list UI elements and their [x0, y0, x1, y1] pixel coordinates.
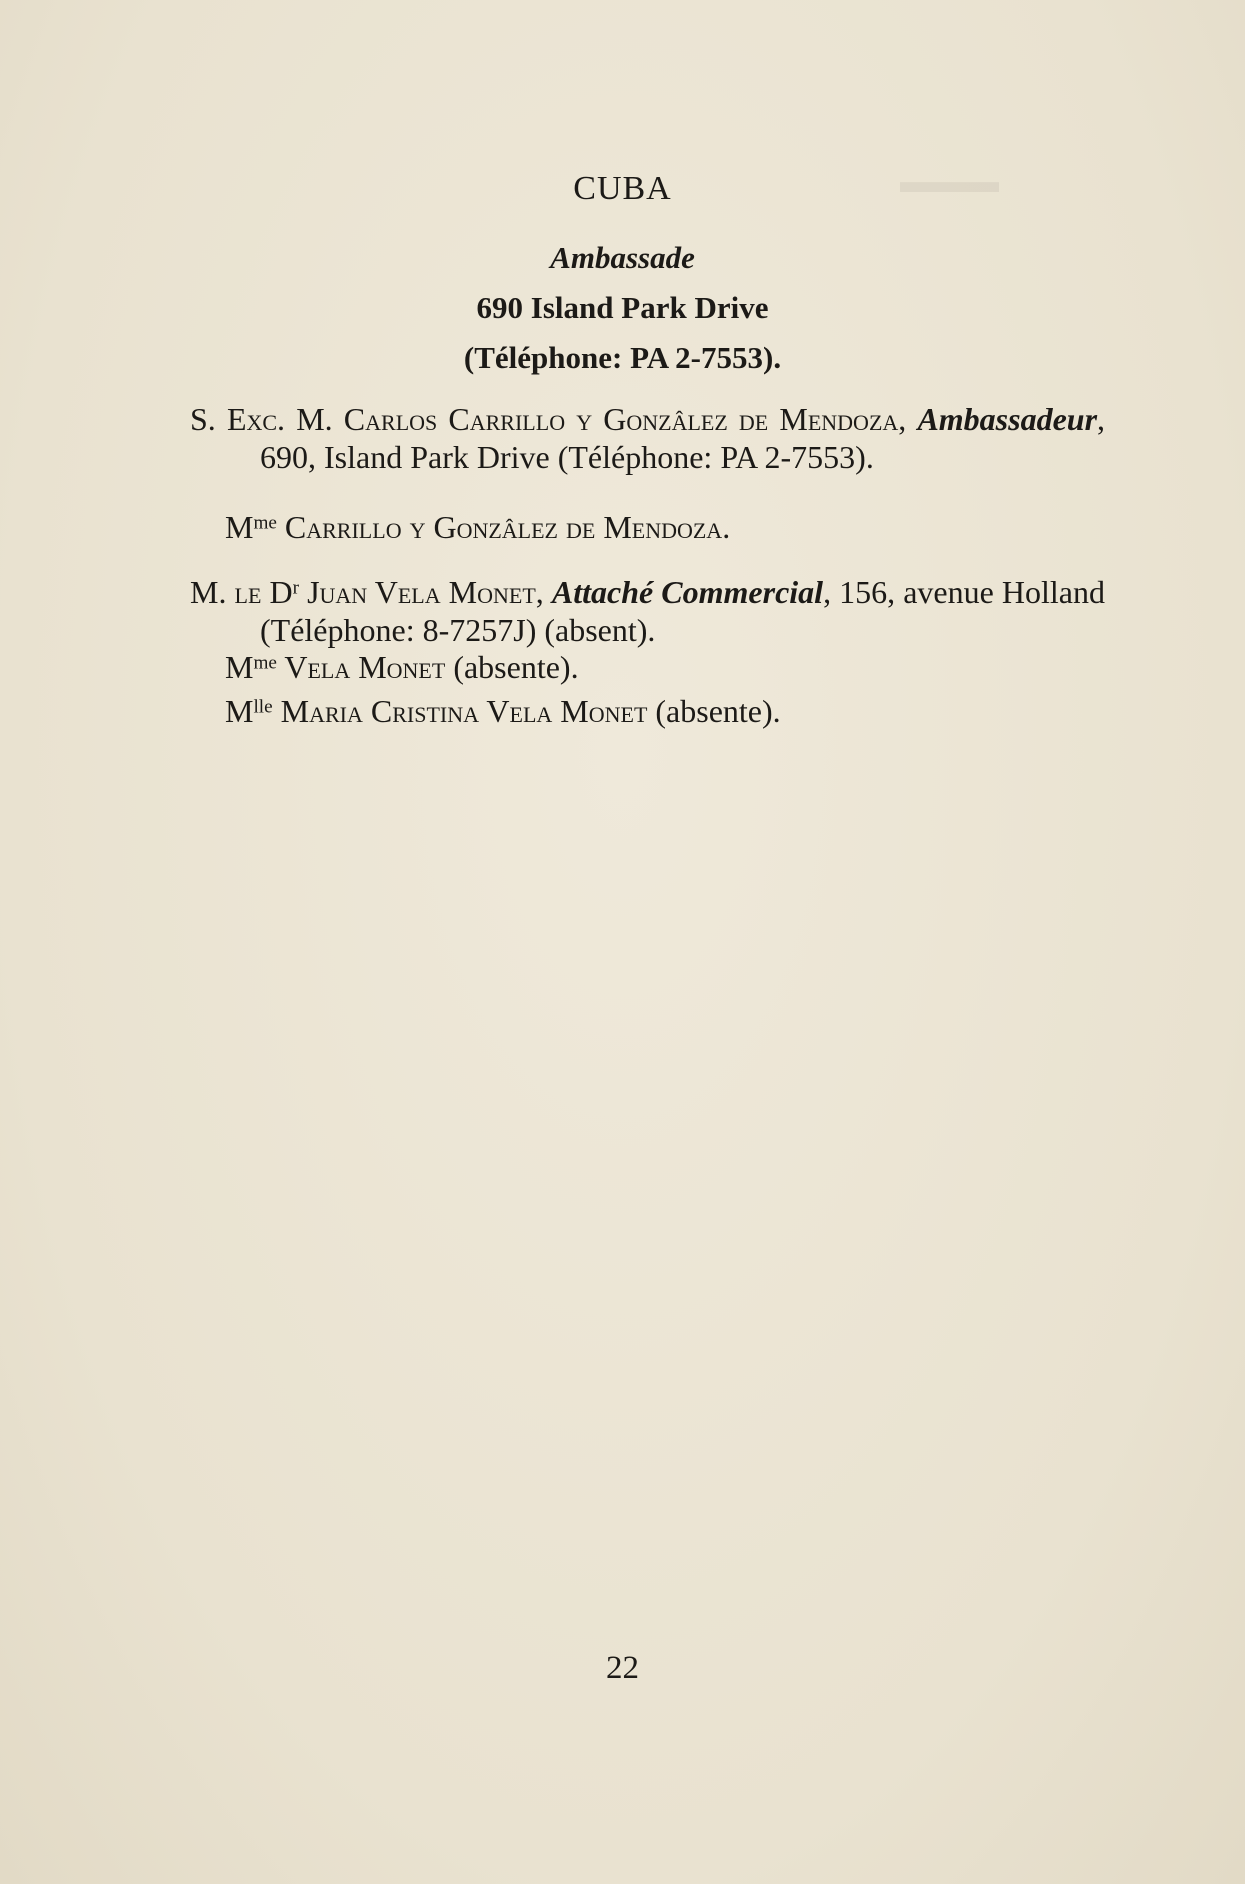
entry-ambassador-spouse [225, 508, 730, 546]
embassy-phone: (Téléphone: PA 2-7553). [463, 340, 782, 375]
entry-name: Maria Cristina Vela Monet [272, 693, 648, 729]
entry-ambassador [190, 400, 1105, 476]
honorific: M [225, 693, 254, 729]
country-heading: CUBA [573, 170, 672, 207]
entry-status: (absente). [445, 649, 579, 685]
honorific-sup: lle [253, 696, 273, 718]
entry-name: Vela Monet [276, 649, 446, 685]
entry-details: , 690, Island Park Drive (Téléphone: PA 2-7553). [260, 401, 1106, 475]
entry-details: , 156, avenue Holland (Téléphone: 8-7257J) (absent). [260, 574, 1106, 648]
entry-name: Juan Vela Monet, [299, 574, 544, 610]
show-through-bleed: ▬▬▬ [900, 164, 999, 200]
embassy-address: 690 Island Park Drive [476, 290, 769, 325]
entry-attache-daughter [225, 692, 781, 730]
entry-role: Ambassadeur [917, 401, 1098, 437]
entry-name: Carrillo y Gonzâlez de Mendoza. [276, 509, 731, 545]
honorific-sup: me [253, 512, 277, 534]
prefix-sup: r [292, 577, 299, 599]
entry-prefix: S. Exc. M. [190, 401, 344, 437]
entry-prefix: M. le D [190, 574, 293, 610]
honorific-sup: me [253, 652, 277, 674]
honorific: M [225, 509, 254, 545]
entry-attache-spouse [225, 648, 579, 686]
entry-role: Attaché Commercial [551, 574, 824, 610]
page-number: 22 [606, 1650, 639, 1686]
entry-status: (absente). [647, 693, 781, 729]
honorific: M [225, 649, 254, 685]
entry-name: Carlos Carrillo y Gonzâlez de Mendoza, [343, 401, 907, 437]
entry-commercial-attache [190, 573, 1105, 649]
section-subtitle: Ambassade [550, 240, 695, 275]
